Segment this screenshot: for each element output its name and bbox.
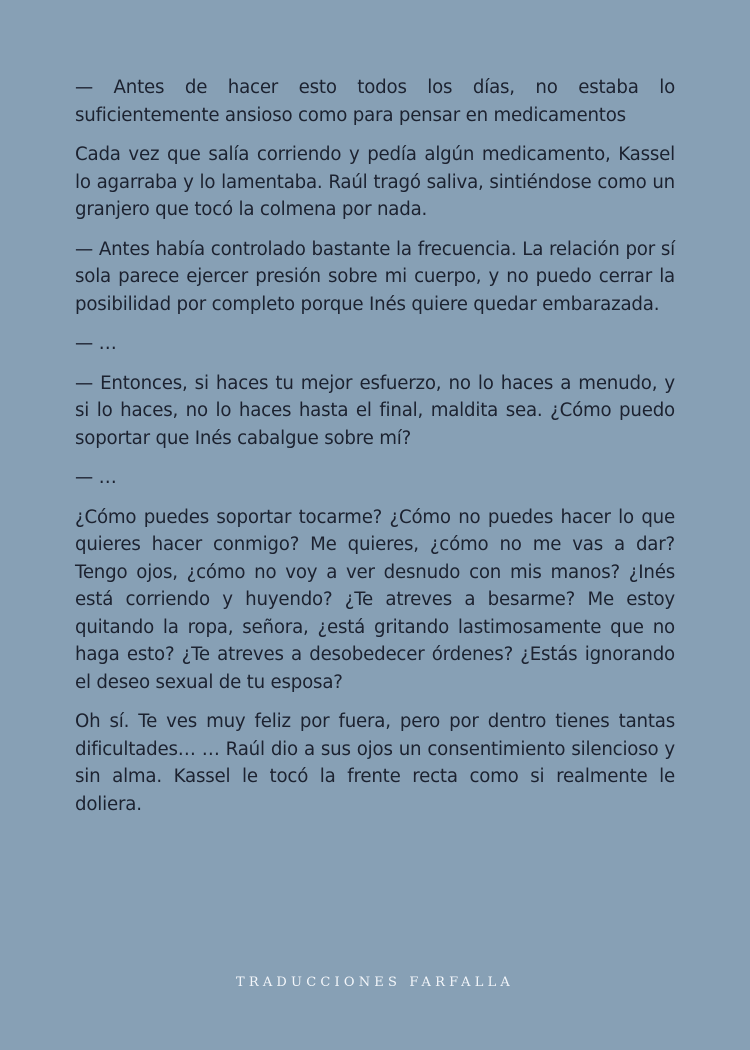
paragraph-8: Oh sí. Te ves muy feliz por fuera, pero por dentro tienes tantas dificultades… … Raúl dio a sus ojos un consentimiento silencioso y sin alma. Kassel le tocó la frente recta como si realmente le doliera. xyxy=(75,711,675,815)
paragraph-4-ellipsis: — … xyxy=(75,333,117,354)
paragraph-2: Cada vez que salía corriendo y pedía algún medicamento, Kassel lo agarraba y lo lamentaba. Raúl tragó saliva, sintiéndose como un granjero que tocó la colmena por nada. xyxy=(75,144,675,220)
footer-credit: TRADUCCIONES FARFALLA xyxy=(235,975,514,990)
paragraph-1: — Antes de hacer esto todos los días, no estaba lo suficientemente ansioso como para pensar en medicamentos xyxy=(75,77,675,126)
paragraph-6-ellipsis: — … xyxy=(75,467,117,488)
page-body xyxy=(75,74,675,830)
paragraph-3: — Antes había controlado bastante la frecuencia. La relación por sí sola parece ejercer presión sobre mi cuerpo, y no puedo cerrar la posibilidad por completo porque Inés quiere quedar embarazada. xyxy=(75,238,675,315)
paragraph-5: — Entonces, si haces tu mejor esfuerzo, no lo haces a menudo, y si lo haces, no lo haces hasta el final, maldita sea. ¿Cómo puedo soportar que Inés cabalgue sobre mí? xyxy=(75,372,675,449)
paragraph-7: ¿Cómo puedes soportar tocarme? ¿Cómo no puedes hacer lo que quieres hacer conmigo? Me quieres, ¿cómo no me vas a dar? Tengo ojos, ¿cómo no voy a ver desnudo con mis manos? ¿Inés está corriendo y huyendo? ¿Te atreves a besarme? Me estoy quitando la ropa, señora, ¿está gritando lastimosamente que no haga esto? ¿Te atreves a desobedecer órdenes? ¿Estás ignorando el deseo sexual de tu esposa? xyxy=(75,506,675,693)
